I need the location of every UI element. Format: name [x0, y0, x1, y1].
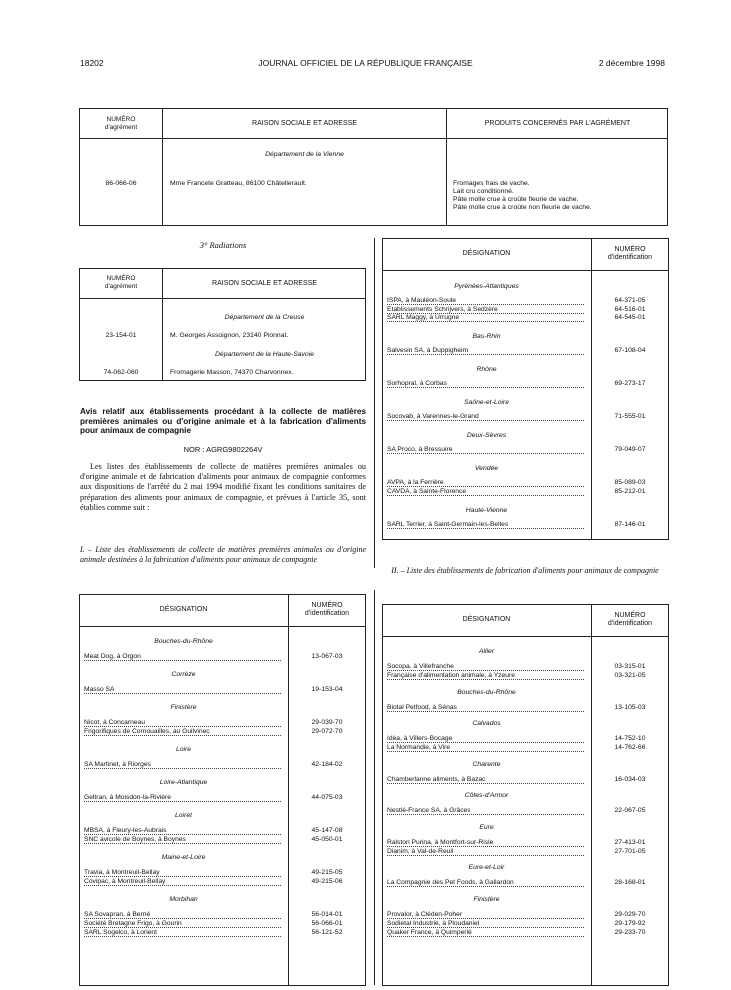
list-item-name: La Compagnie des Pet Foods, à Gallardon [387, 879, 514, 886]
list2-title: II. – Liste des établissements de fabrication d'aliments pour animaux de compagnie [391, 566, 659, 575]
agrement-number: 86-066-06 [105, 180, 137, 187]
list-item-number: 27-413-01 [614, 838, 646, 846]
avis-title: Avis relatif aux établissements procédant à la collecte de matières premières animales ou d'origine animale et à la fabrication d'aliments pour animaux de compagnie [80, 407, 366, 436]
list-item-name: Sorhopral, à Corbas [387, 380, 447, 387]
section-heading: Loire-Atlantique [159, 779, 208, 786]
list-item-name: Meat Dog, à Orgon [84, 653, 141, 660]
col-numero-agrement: NUMÉRO d'agrément [104, 116, 138, 131]
section-heading: Maine-et-Loire [161, 854, 206, 861]
list-item-name: SARL Maggy, à Urrugne [387, 314, 460, 321]
list-item-number: 29-072-70 [311, 728, 343, 735]
list-item-number: 67-108-04 [614, 347, 646, 354]
establishment-name: Mme Francete Gratteau, 86100 Châtellerault. [170, 180, 307, 187]
list-item-number: 29-233-70 [614, 928, 646, 936]
product-item: Lait cru conditionné. [453, 188, 514, 195]
list-item-number: 22-067-05 [614, 807, 646, 814]
list-item-number: 45-050-01 [311, 836, 343, 843]
list-item-number: 56-121-52 [311, 929, 343, 936]
list-item-name: Travia, à Montreuil-Bellay [84, 869, 160, 876]
list-item-name: Socovab, à Varennes-le-Grand [387, 413, 479, 420]
col-designation: DÉSIGNATION [462, 616, 511, 623]
list-item-number: 79-049-07 [614, 446, 646, 453]
list-item-number: 64-516-01 [614, 305, 646, 313]
radiations-title: 3° Radiations [199, 240, 247, 250]
list-item-name: Geltran, à Moisdon-la-Rivière [84, 794, 171, 801]
list-item-number: 14-762-66 [614, 744, 646, 751]
product-item: Pâte molle crue à croûte non fleurie de vache. [453, 204, 592, 211]
nor-reference: NOR : AGRG9802264V [183, 445, 263, 454]
section-heading: Morbihan [169, 896, 198, 903]
list-item-number: 49-215-06 [311, 878, 343, 885]
list-item-number: 29-179-92 [614, 919, 646, 927]
list-item-number: 49-215-05 [311, 869, 343, 876]
list-item-name: Frigorifiques de Cornouailles, au Guilvinec [84, 728, 210, 735]
section-heading: Bouches-du-Rhône [457, 688, 516, 696]
section-heading: Calvados [472, 720, 501, 727]
col-designation: DÉSIGNATION [462, 250, 511, 257]
list-item-name: Sodietal Industrie, à Ploudaniel [387, 919, 480, 927]
list-item-name: SARL Sogelco, à Lorient [84, 929, 157, 936]
list-item-number: 44-075-03 [311, 794, 343, 801]
col-numero-identification: NUMÉRO d'identification [304, 602, 350, 617]
list-item-number: 87-146-01 [614, 520, 646, 528]
section-heading: Eure [479, 823, 494, 831]
list-item-number: 28-168-01 [614, 879, 646, 886]
establishment-name: M. Georges Assoignon, 23140 Pionnat. [170, 332, 289, 339]
section-heading: Côtes-d'Armor [464, 792, 509, 799]
list-item-name: Masso SA [84, 686, 115, 693]
col-numero-identification: NUMÉRO d'identification [607, 612, 653, 627]
section-heading: Deux-Sèvres [466, 432, 507, 439]
section-heading: Finistère [170, 704, 197, 711]
list-item-name: Provalor, à Cléden-Poher [387, 910, 463, 918]
section-heading: Eure-et-Loir [468, 864, 505, 871]
section-heading: Saône-et-Loire [464, 399, 509, 406]
col-produits: PRODUITS CONCERNÉS PAR L'AGRÉMENT [484, 120, 631, 127]
list-item-number: 64-545-01 [614, 314, 646, 321]
list-item-number: 13-105-03 [614, 703, 646, 711]
list-item-name: SARL Terrier, à Saint-Germain-les-Belles [387, 520, 509, 528]
list-item-number: 03-321-05 [614, 672, 646, 679]
col-raison-sociale: RAISON SOCIALE ET ADRESSE [212, 280, 317, 287]
list-item-number: 27-701-05 [614, 847, 646, 855]
section-heading: Loiret [174, 812, 192, 819]
list-item-number: 13-067-03 [311, 653, 343, 660]
issue-date: 2 décembre 1998 [598, 58, 665, 68]
product-item: Fromages frais de vache. [453, 180, 530, 187]
list-item-name: Idéa, à Villers-Bocage [387, 735, 453, 742]
list-item-name: Etablissements Schrijvers, à Sedzère [387, 305, 498, 313]
section-heading: Haute-Vienne [465, 506, 508, 514]
list-item-number: 19-153-04 [311, 686, 343, 693]
list-item-number: 45-147-08 [311, 827, 343, 834]
list-item-name: Socopa, à Villefranche [387, 663, 454, 670]
section-heading: Vendée [474, 465, 499, 472]
journal-title: JOURNAL OFFICIEL DE LA RÉPUBLIQUE FRANÇAISE [258, 58, 473, 68]
col-numero-agrement: NUMÉRO d'agrément [104, 275, 138, 290]
list-item-number: 14-752-10 [614, 735, 646, 742]
agrement-number: 23-154-01 [105, 332, 137, 339]
section-heading: Bas-Rhin [472, 333, 501, 340]
list-item-number: 42-184-02 [311, 761, 343, 768]
list-item-name: Chamberlanne aliments, à Bazac [387, 775, 486, 783]
dept-heading: Département de la Creuse [224, 314, 305, 321]
list-item-name: Dianim, à Val-de-Reuil [387, 847, 454, 855]
section-heading: Allier [478, 648, 495, 655]
establishment-name: Fromagerie Masson, 74370 Charvonnex. [170, 369, 294, 376]
section-heading: Charente [472, 760, 501, 768]
col-numero-identification: NUMÉRO d'identification [607, 246, 653, 261]
list-item-name: Covipac, à Montreuil-Bellay [84, 878, 166, 885]
list-item-name: Ralston Purina, à Montfort-sur-Risle [387, 838, 494, 846]
list-item-number: 56-066-01 [311, 920, 343, 927]
section-heading: Bouches-du-Rhône [154, 638, 213, 645]
list-item-number: 71-555-01 [614, 413, 646, 420]
list-item-number: 69-273-17 [614, 380, 646, 387]
list-item-number: 29-029-70 [614, 910, 646, 918]
list-item-name: Société Bretagne Frigo, à Gourin [84, 920, 182, 927]
list-item-name: SA Proco, à Bressuire [387, 446, 453, 453]
col-raison-sociale: RAISON SOCIALE ET ADRESSE [252, 120, 357, 127]
list-item-name: Française d'alimentation animale, à Yzeure [387, 672, 515, 679]
section-heading: Rhône [476, 366, 497, 373]
product-item: Pâte molle crue à croûte fleurie de vache. [453, 196, 579, 203]
section-heading: Loire [175, 746, 192, 753]
list-item-name: La Normandie, à Vire [387, 744, 451, 751]
list-item-name: MBSA, à Fleury-les-Aubrais [84, 827, 167, 834]
list-item-name: SA Martinet, à Riorges [84, 761, 151, 768]
page-number: 18202 [80, 58, 104, 68]
list-item-name: AVPA, à la Ferrière [387, 479, 444, 486]
list-item-number: 56-014-01 [311, 911, 343, 918]
list-item-name: Nestlé-France SA, à Grâces [387, 807, 471, 814]
dept-heading: Département de la Haute-Savoie [215, 351, 314, 358]
list-item-name: CAVDA, à Sainte-Florence [387, 487, 467, 495]
section-heading: Pyrénées-Atlantiques [454, 283, 519, 290]
agrement-number: 74-062-060 [103, 369, 139, 376]
list-item-name: Salvesin SA, à Duppigheim [387, 347, 469, 354]
avis-body: Les listes des établissements de collecte de matières premières animales ou d'origine animale et de fabrication d'aliments pour animaux de compagnie conformes aux dispositions de l'arrêté du 2 mai 1994 modifié fixant les conditions sanitaires de préparation des aliments pour animaux de compagnie, et prévues à l'article 35, sont établies comme suit : [80, 462, 366, 512]
section-heading: Corrèze [171, 671, 196, 678]
section-heading: Finistère [473, 895, 500, 903]
list-item-name: Nicot, à Concarneau [84, 719, 145, 726]
col-designation: DÉSIGNATION [159, 606, 208, 613]
dept-heading: Département de la Vienne [265, 151, 344, 158]
list-item-number: 03-315-01 [614, 663, 646, 670]
list-item-name: Quaker France, à Quimperlé [387, 928, 472, 936]
list-item-number: 16-034-03 [614, 775, 646, 783]
list-item-name: Biotal Petfood, à Sénas [387, 703, 457, 711]
list-item-name: SA Sovapran, à Berné [84, 911, 151, 918]
list-item-name: ISPA, à Mauléon-Soule [387, 297, 457, 304]
list-item-number: 29-039-70 [311, 719, 343, 726]
list-item-number: 64-371-05 [614, 297, 646, 304]
list-item-name: SNC avicole de Boynes, à Boynes [84, 836, 186, 843]
list1-title: I. – Liste des établissements de collecte de matières premières animales ou d'origine animale destinées à la fabrication d'aliments pour animaux de compagnie [80, 545, 366, 564]
list-item-number: 85-212-01 [614, 487, 646, 495]
list-item-number: 85-089-03 [614, 479, 646, 486]
